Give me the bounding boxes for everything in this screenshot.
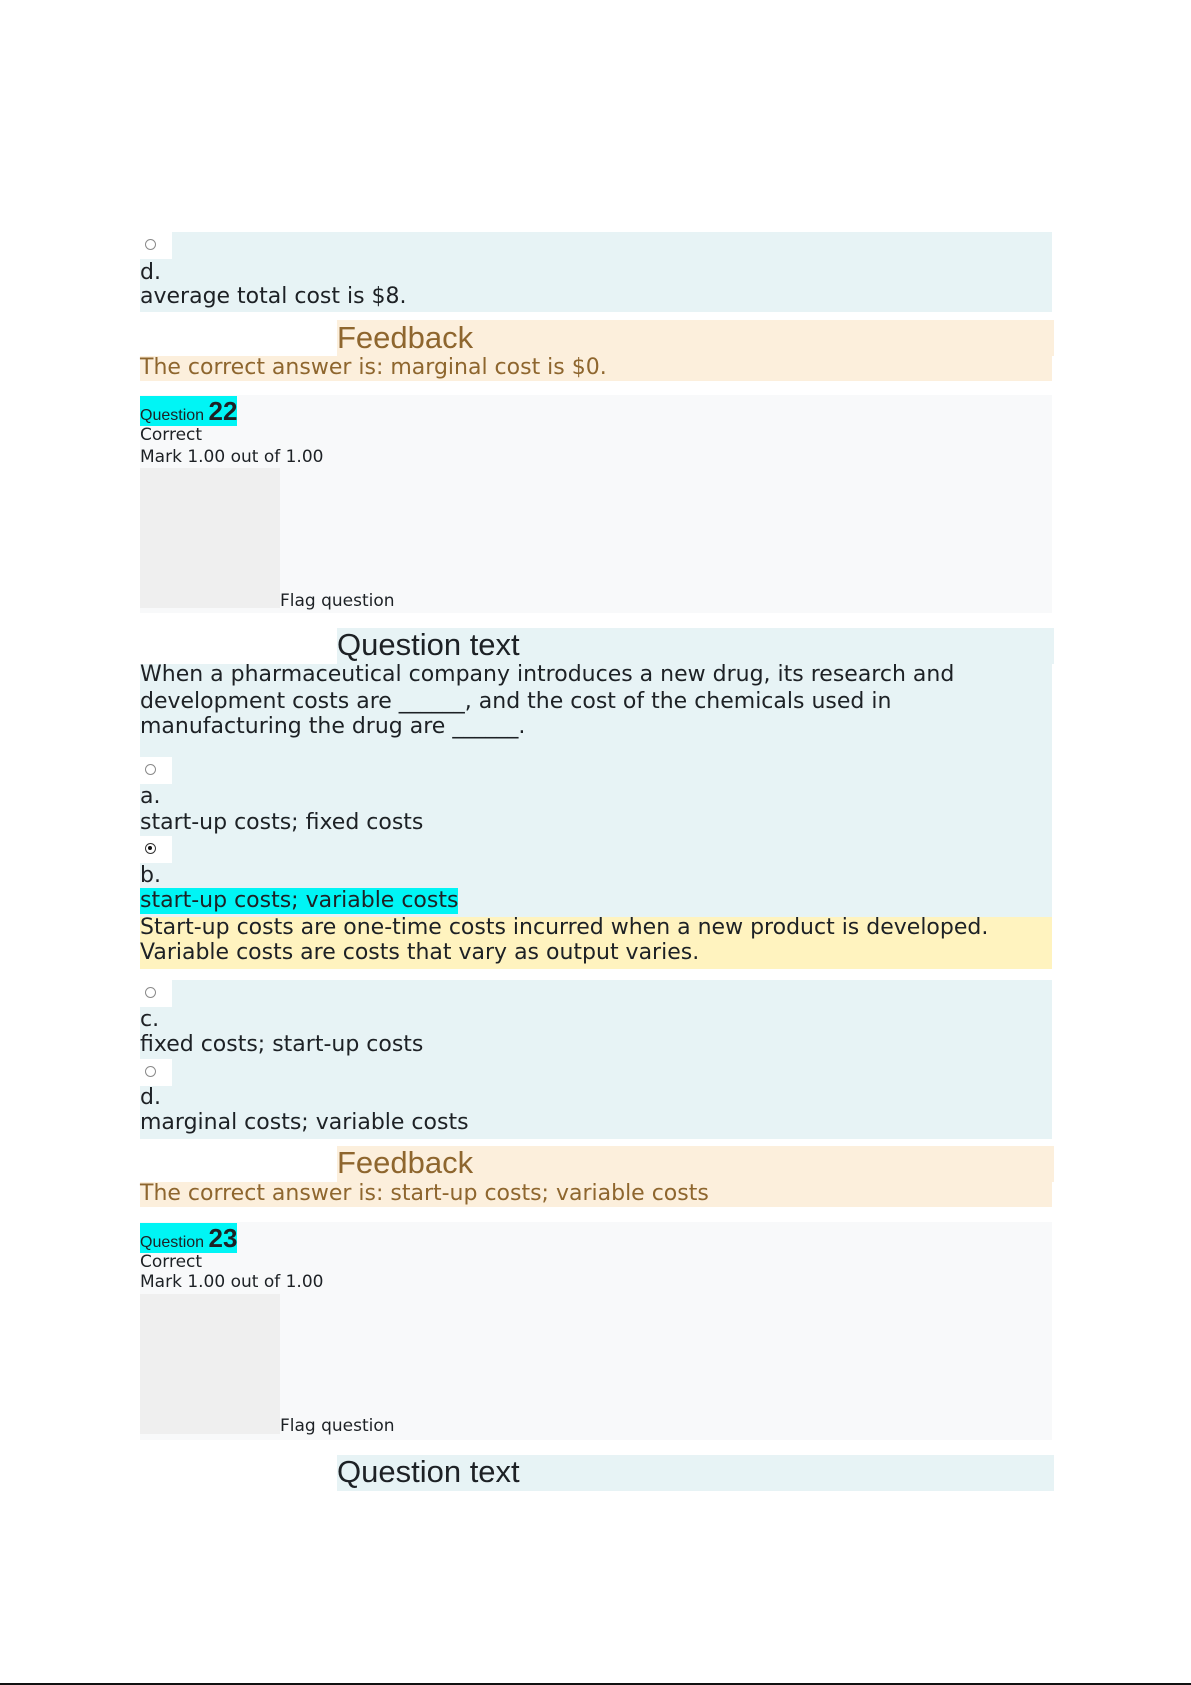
- q21-feedback-text: The correct answer is: marginal cost is $0.: [140, 355, 607, 380]
- q22-prompt-line-2: development costs are ______, and the cost of the chemicals used in: [140, 689, 892, 714]
- q23-grade: Mark 1.00 out of 1.00: [140, 1272, 324, 1292]
- q21-option-d-letter: d.: [140, 260, 161, 285]
- q23-label-word: Question: [140, 1234, 205, 1251]
- radio-unchecked-icon: [145, 764, 156, 775]
- q21-option-d-text: average total cost is $8.: [140, 284, 407, 309]
- q22-option-b-letter: b.: [140, 863, 161, 888]
- q22-feedback-text: The correct answer is: start-up costs; variable costs: [140, 1181, 709, 1206]
- q22-option-c-radio[interactable]: [140, 980, 172, 1007]
- q22-option-c-letter: c.: [140, 1007, 160, 1032]
- q23-question-text-heading: Question text: [337, 1454, 520, 1489]
- q22-label-word: Question: [140, 407, 205, 424]
- q22-prompt-line-3: manufacturing the drug are ______.: [140, 714, 526, 739]
- q22-option-d-text: marginal costs; variable costs: [140, 1110, 469, 1135]
- q23-number: 23: [208, 1223, 238, 1253]
- radio-unchecked-icon: [145, 1066, 156, 1077]
- q22-option-a-letter: a.: [140, 784, 161, 809]
- q22-option-a-text: start-up costs; fixed costs: [140, 810, 424, 835]
- q22-specific-feedback-line-1: Start-up costs are one-time costs incurred when a new product is developed.: [140, 915, 989, 940]
- q22-prompt-line-1: When a pharmaceutical company introduces a new drug, its research and: [140, 662, 955, 687]
- q22-option-b-radio[interactable]: [140, 836, 172, 863]
- q22-state: Correct: [140, 425, 203, 445]
- q22-number: 22: [208, 396, 238, 426]
- q23-question-label: [140, 1223, 237, 1253]
- q22-flag-icon[interactable]: [140, 468, 280, 608]
- radio-checked-icon: [145, 843, 156, 854]
- q23-state: Correct: [140, 1252, 203, 1272]
- q22-option-c-text: fixed costs; start-up costs: [140, 1032, 424, 1057]
- q23-flag-label[interactable]: Flag question: [280, 1416, 395, 1436]
- q22-option-d-letter: d.: [140, 1085, 161, 1110]
- q22-option-a-radio[interactable]: [140, 757, 172, 784]
- q22-option-b-text: start-up costs; variable costs: [140, 888, 459, 913]
- q21-feedback-heading: Feedback: [337, 320, 474, 355]
- q21-option-d-radio[interactable]: [140, 232, 172, 259]
- q22-flag-label[interactable]: Flag question: [280, 591, 395, 611]
- radio-unchecked-icon: [145, 987, 156, 998]
- q22-feedback-heading: Feedback: [337, 1145, 474, 1180]
- q22-question-label: [140, 396, 237, 426]
- q22-option-d-radio[interactable]: [140, 1059, 172, 1086]
- radio-unchecked-icon: [145, 239, 156, 250]
- q22-grade: Mark 1.00 out of 1.00: [140, 447, 324, 467]
- q22-specific-feedback-line-2: Variable costs are costs that vary as output varies.: [140, 940, 700, 965]
- q22-question-text-heading: Question text: [337, 627, 520, 662]
- q23-flag-icon[interactable]: [140, 1294, 280, 1434]
